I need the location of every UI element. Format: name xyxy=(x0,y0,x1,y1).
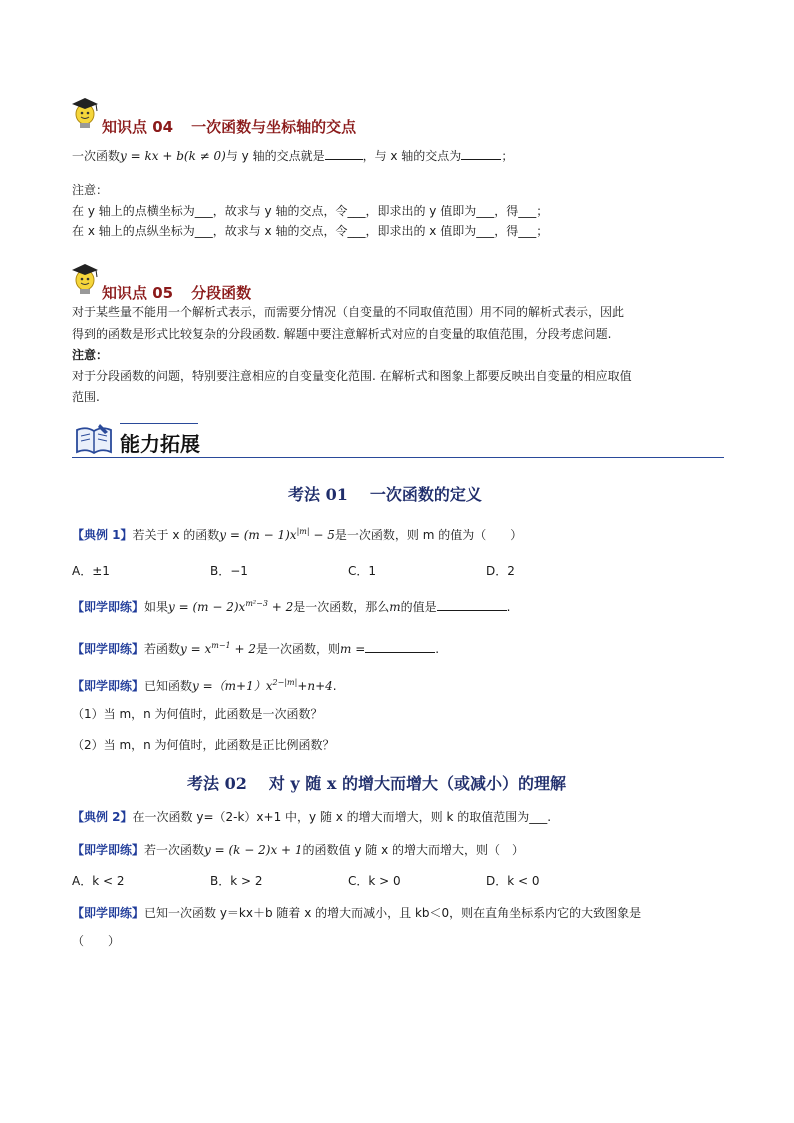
practice1: 【即学即练】如果$y = (m - 2)x^{m^2-3} + 2$是一次函数，那么m的值是 . xyxy=(72,599,511,614)
kp05-heading: 分段函数 xyxy=(191,284,252,302)
practice-label: 【即学即练】 xyxy=(72,843,145,857)
practice3-q2: （2）当 m，n 为何值时，此函数是正比例函数？ xyxy=(72,738,335,752)
example-label: 【典例 2】 xyxy=(72,810,133,824)
option-b: B．−1 xyxy=(210,564,248,578)
blank xyxy=(325,147,363,160)
kp05-title xyxy=(102,282,251,303)
option-c: C．1 xyxy=(348,564,377,578)
method01-number: 考法 01 xyxy=(288,485,348,504)
scholar-bulb-icon xyxy=(70,96,100,132)
kp05-para1-line1: 对于某些量不能用一个解析式表示，而需要分情况（自变量的不同取值范围）用不同的解析式表示，因此 xyxy=(72,305,625,319)
practice2: 【即学即练】若函数$y = x^{m-1} + 2$是一次函数，则m = . xyxy=(72,641,440,656)
practice4: 【即学即练】若一次函数y = (k − 2)x + 1的函数值 y 随 x 的增大而增大，则（ ） xyxy=(72,843,525,857)
kp05-number: 知识点 05 xyxy=(102,284,174,302)
blank xyxy=(461,147,501,160)
option-d: D．2 xyxy=(486,564,515,578)
banner-underline xyxy=(72,457,724,458)
method02-number: 考法 02 xyxy=(187,774,247,793)
method02-heading: 对 y 随 x 的增大而增大（或减小）的理解 xyxy=(268,774,566,793)
scholar-bulb-icon xyxy=(70,262,100,298)
banner-accent-line xyxy=(120,423,198,424)
method01-title xyxy=(288,482,482,505)
kp04-note2: 在 x 轴上的点纵坐标为___，故求与 x 轴的交点，令___，即求出的 x 值即为___，得___； xyxy=(72,224,549,238)
kp05-para2-line2: 范围. xyxy=(72,390,100,404)
practice5: 【即学即练】已知一次函数 y＝kx＋b 随着 x 的增大而减小，且 kb＜0，则在直角坐标系内它的大致图象是 xyxy=(72,906,642,920)
practice3-q1: （1）当 m，n 为何值时，此函数是一次函数？ xyxy=(72,707,323,721)
example-label: 【典例 1】 xyxy=(72,528,133,542)
kp04-number: 知识点 04 xyxy=(102,118,174,136)
open-book-icon xyxy=(74,422,114,456)
option-a: A．k < 2 xyxy=(72,874,125,888)
option-c: C．k > 0 xyxy=(348,874,401,888)
kp04-note1: 在 y 轴上的点横坐标为___，故求与 y 轴的交点，令___，即求出的 y 值即为___，得___； xyxy=(72,204,549,218)
kp05-note-label: 注意： xyxy=(72,348,109,362)
method01-heading: 一次函数的定义 xyxy=(369,485,482,504)
blank xyxy=(365,640,435,653)
practice-label: 【即学即练】 xyxy=(72,600,145,614)
practice-label: 【即学即练】 xyxy=(72,906,145,920)
kp04-formula: y = kx + b(k ≠ 0) xyxy=(120,149,226,163)
practice3: 【即学即练】已知函数$y =(m+1)x^{2-|m|}+n+4$. xyxy=(72,678,337,693)
practice5-paren: （ ） xyxy=(72,934,121,948)
kp04-note-label: 注意： xyxy=(72,183,109,197)
kp05-para1-line2: 得到的函数是形式比较复杂的分段函数. 解题中要注意解析式对应的自变量的取值范围，分段考虑问题. xyxy=(72,327,612,341)
option-a: A．±1 xyxy=(72,564,110,578)
kp04-heading: 一次函数与坐标轴的交点 xyxy=(191,118,357,136)
kp04-title xyxy=(102,116,356,137)
option-b: B．k > 2 xyxy=(210,874,263,888)
blank xyxy=(437,598,507,611)
option-d: D．k < 0 xyxy=(486,874,540,888)
method02-title xyxy=(187,771,566,794)
example2: 【典例 2】在一次函数 y=（2-k）x+1 中，y 随 x 的增大而增大，则 k 的取值范围为___. xyxy=(72,810,552,824)
banner-title: 能力拓展 xyxy=(120,432,200,456)
example1: 【典例 1】若关于 x 的函数$y = (m - 1)x^{|m|} - 5$是一次函数，则 m 的值为（ ） xyxy=(72,527,523,542)
practice-label: 【即学即练】 xyxy=(72,679,145,693)
kp05-para2-line1: 对于分段函数的问题，特别要注意相应的自变量变化范围. 在解析式和图象上都要反映出自变量的相应取值 xyxy=(72,369,632,383)
kp04-line1: 一次函数y = kx + b(k ≠ 0)与 y 轴的交点就是 ，与 x 轴的交点为 ； xyxy=(72,149,514,163)
practice-label: 【即学即练】 xyxy=(72,642,145,656)
